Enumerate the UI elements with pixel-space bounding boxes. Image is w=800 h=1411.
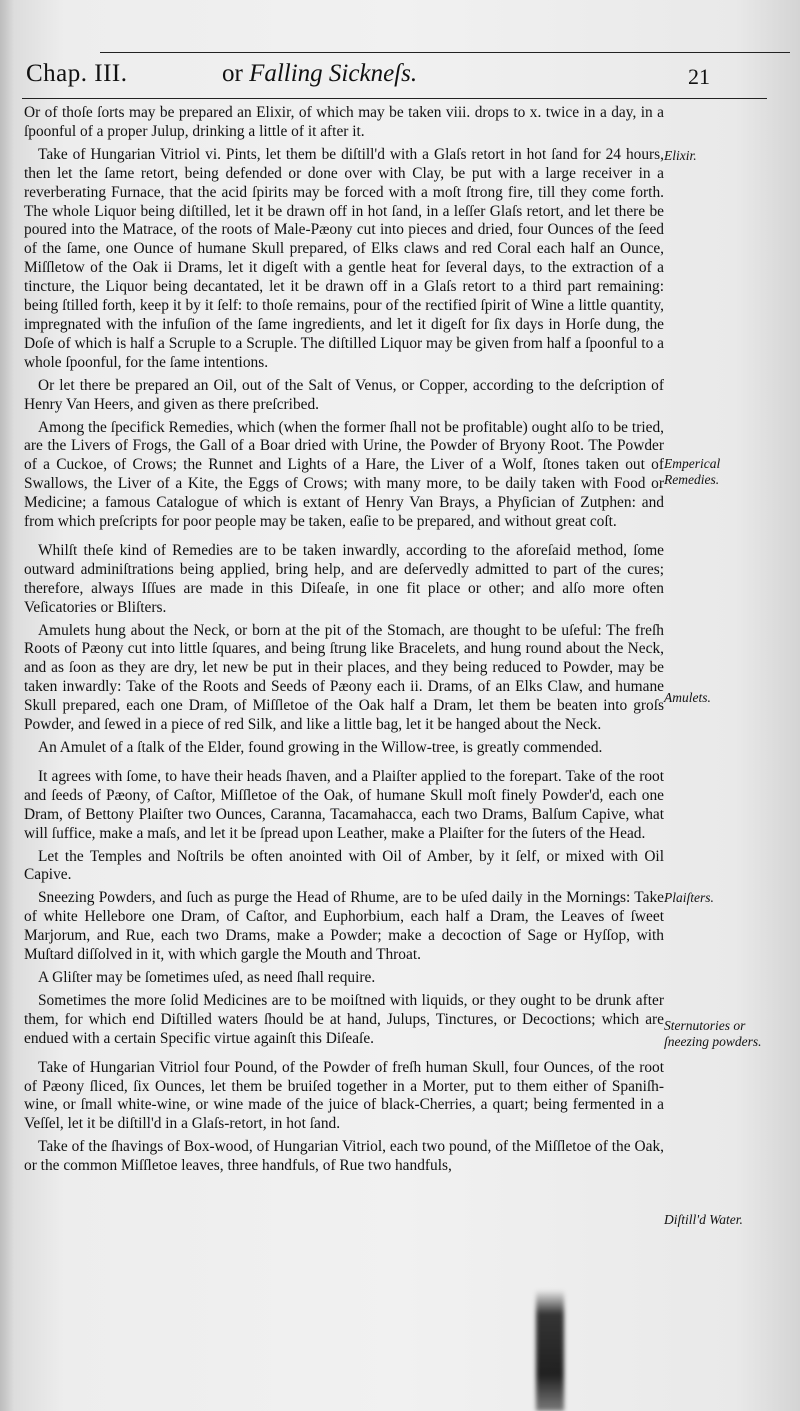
running-title-italic: Falling Sickneſs. <box>249 60 418 87</box>
paragraph-elixir: Or of thoſe ſorts may be prepared an Elixir, of which may be taken viii. drops to x. twice in a day, in a ſpoonful of a proper Julup, drinking a little of it after it. <box>24 104 664 140</box>
paragraph-plaisters: It agrees with ſome, to have their heads ſhaven, and a Plaiſter applied to the forepart. Take of the root and ſeeds of Pæony, of Caſtor, Miſſletoe of the Oak, of humane Skull moſt finely Powder'd, each one Dram, of Bettony Plaiſter two Ounces, Caranna, Tacamahacca, each two Drams, Balſum Capive, what will ſuffice, make a maſs, and let it be ſpread upon Leather, make a Plaiſter for the ſuters of the Head. <box>24 767 664 842</box>
margin-note-sternutories: Sternutories or ſneezing powders. <box>664 1018 762 1049</box>
paragraph-oil-of-venus: Or let there be prepared an Oil, out of the Salt of Venus, or Copper, according to the deſcription of Henry Van Heers, and given as there preſcribed. <box>24 376 664 413</box>
margin-note-plaisters: Plaiſters. <box>664 890 714 905</box>
margin-note-elixir: Elixir. <box>664 148 697 163</box>
paragraph-sneezing-powders: Sneezing Powders, and ſuch as purge the Head of Rhume, are to be uſed daily in the Mornings: Take of white Hellebore one Dram, of Caſtor, and Euphorbium, each half a Dram, the Leaves of ſweet Marjorum, and Rue, each two Drams, make a Powder; make a decoction of Sage or Hyſſop, with Muſtard diſſolved in it, with which gargle the Mouth and Throat. <box>24 889 664 964</box>
paragraph-box-wood: Take of the ſhavings of Box-wood, of Hungarian Vitriol, each two pound, of the Miſſletoe of the Oak, or the common Miſſletoe leaves, three handfuls, of Rue two handfuls, <box>24 1138 664 1175</box>
header-rule <box>22 98 767 99</box>
chapter-heading: Chap. III. <box>26 60 128 87</box>
ink-stain <box>536 1290 564 1411</box>
paragraph-elder-amulet: An Amulet of a ſtalk of the Elder, found growing in the Willow-tree, is greatly commended. <box>38 739 603 756</box>
main-text <box>24 104 664 1180</box>
paragraph-distilled-water: Take of Hungarian Vitriol four Pound, of the Powder of freſh human Skull, four Ounces, of the root of Pæony ſliced, ſix Ounces, let them be bruiſed together in a Morter, put to them either of Spaniſh-wine, or ſmall white-wine, or wine made of the juice of black-Cherries, a quart; being fermented in a Veſſel, let it be diſtill'd in a Glaſs-retort, in hot ſand. <box>24 1058 664 1133</box>
margin-note-amulets: Amulets. <box>664 690 711 705</box>
running-title <box>222 60 417 88</box>
margin-note-distilled-water: Diſtill'd Water. <box>664 1212 743 1227</box>
paragraph-temples: Let the Temples and Noſtrils be often anointed with Oil of Amber, by it ſelf, or mixed with Oil Capive. <box>24 847 664 884</box>
page-number: 21 <box>688 64 710 89</box>
paragraph-liquids: Sometimes the more ſolid Medicines are to be moiſtned with liquids, or they ought to be drunk after them, for which end Diſtilled waters ſhould be at hand, Julups, Tinctures, or Decoctions; which are endued with a certain Specific virtue againſt this Diſeaſe. <box>24 991 664 1047</box>
paragraph-outward-administrations: Whilſt theſe kind of Remedies are to be taken inwardly, according to the aforeſaid method, ſome outward adminiſtrations being applied, bring help, and are deſervedly admitted to part of the cures; therefore, always Iſſues are made in this Diſeaſe, in one fit place or other; and alſo more often Veſicatories or Bliſters. <box>24 541 664 616</box>
page-shadow <box>0 0 14 1411</box>
paragraph-glister: A Gliſter may be ſometimes uſed, as need ſhall require. <box>38 968 376 986</box>
paragraph-specific-remedies: Among the ſpecifick Remedies, which (when the former ſhall not be profitable) ought alſo to be tried, are the Livers of Frogs, the Gall of a Boar dried with Urine, the Powder of Bryony Root. The Powder of a Cuckoe, of Crows; the Runnet and Lights of a Hare, the Liver of a Wolf, ſtones taken out of Swallows, the Liver of a Kite, the Eggs of Crows; with many more, to be daily taken with Food or Medicine; a famous Catalogue of which is extant of Henry Van Brays, a Phyſician of Zutphen: and from which preſcripts for poor people may be taken, eaſie to be prepared, and without great coſt. <box>24 418 664 531</box>
running-title-prefix: or <box>222 60 250 87</box>
paragraph-amulets: Amulets hung about the Neck, or born at the pit of the Stomach, are thought to be uſeful: The freſh Roots of Pæony cut into little ſquares, and being ſtrung like Bracelets, and hung round about the Neck, and as ſoon as they are dry, let new be put in their places, and they being reduced to Powder, may be taken inwardly: Take of the Roots and Seeds of Pæony each ii. Drams, of an Elks Claw, and humane Skull prepared, each one Dram, of Miſſletoe of the Oak half a Dram, let them be beaten into groſs Powder, and ſewed in a piece of red Silk, and like a little bag, let it be hanged about the Neck. <box>24 621 664 734</box>
paragraph-hungarian-vitriol: Take of Hungarian Vitriol vi. Pints, let them be diſtill'd with a Glaſs retort in hot ſand for 24 hours, then let the ſame retort, being defended or done over with Clay, be put with a large receiver in a reverberating Furnace, that the acid ſpirits may be forced with a moſt ſtrong fire, till they come forth. The whole Liquor being diſtilled, let it be drawn off in hot ſand, in a leſſer Glaſs retort, and let there be poured into the Matrace, of the roots of Male-Pæony cut into pieces and dried, four Ounces of the ſeed of the ſame, one Ounce of humane Skull prepared, of Elks claws and red Coral each half an Ounce, Miſſletow of the Oak ii Drams, let it digeſt with a gentle heat for ſeveral days, to the extraction of a tincture, the Liquor being decantated, let it be drawn off in a Glaſs retort to a third part remaining: being ſtilled forth, keep it by it ſelf: to thoſe remains, pour of the rectified ſpirit of Wine a little quantity, impregnated with the infuſion of the ſame ingredients, and let it digeſt for ſix days in Horſe dung, the Doſe of which is half a Scruple to a Scruple. The diſtilled Liquor may be given from half a ſpoonful to a whole ſpoonful, for the ſame intentions. <box>24 145 664 371</box>
top-rule <box>100 52 790 53</box>
margin-note-emperical-remedies: Emperical Remedies. <box>664 456 721 487</box>
